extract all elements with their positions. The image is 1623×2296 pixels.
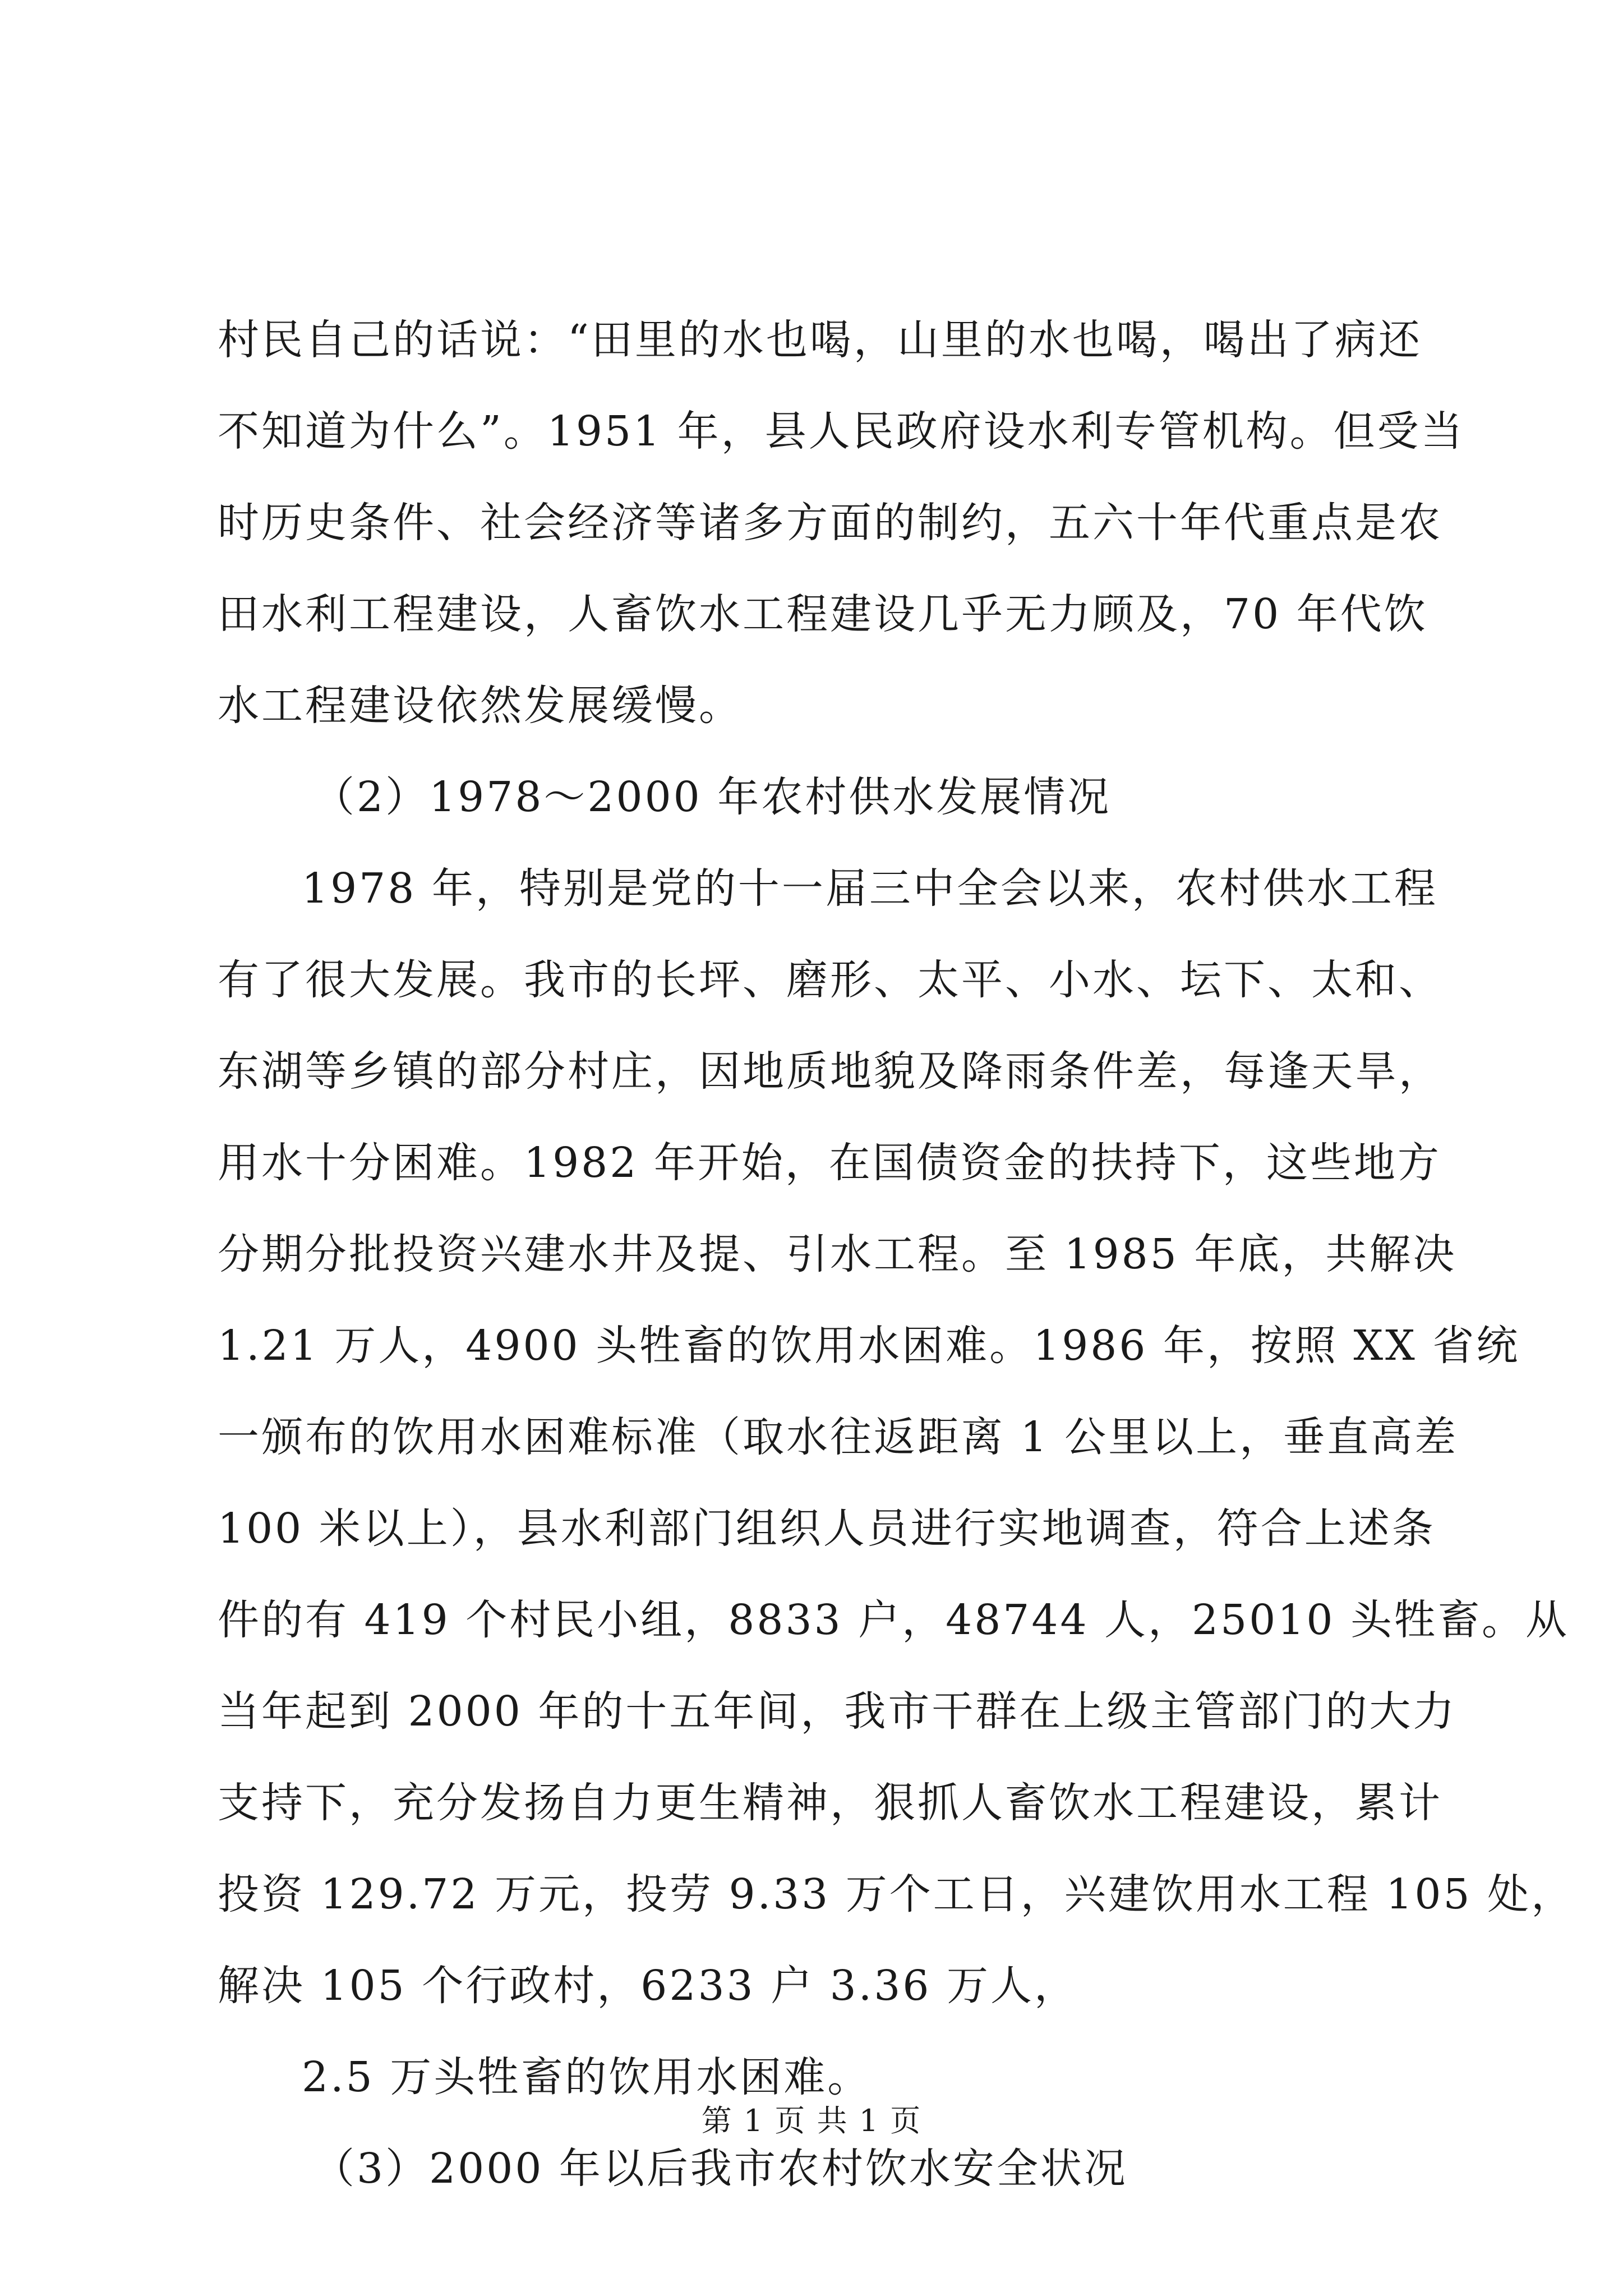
text-line: 田水利工程建设，人畜饮水工程建设几乎无力顾及，70 年代饮 <box>218 590 1428 638</box>
text-line: 件的有 419 个村民小组，8833 户，48744 人，25010 头牲畜。从 <box>218 1596 1569 1644</box>
text-line: 100 米以上），县水利部门组织人员进行实地调查，符合上述条 <box>218 1504 1436 1553</box>
text-line: 1.21 万人，4900 头牲畜的饮用水困难。1986 年，按照 XX 省统 <box>218 1322 1520 1370</box>
text-line: 水工程建设依然发展缓慢。 <box>218 682 743 730</box>
text-line: 用水十分困难。1982 年开始，在国债资金的扶持下，这些地方 <box>218 1139 1441 1187</box>
text-line: 东湖等乡镇的部分村庄，因地质地貌及降雨条件差，每逢天旱， <box>218 1047 1442 1096</box>
document-body <box>218 295 1575 2215</box>
section-heading-2: （2）1978～2000 年农村供水发展情况 <box>313 773 1112 821</box>
paragraph-1 <box>218 295 1465 752</box>
text-line: 支持下，充分发扬自力更生精神，狠抓人畜饮水工程建设，累计 <box>218 1779 1442 1827</box>
paragraph-2 <box>218 843 1575 2032</box>
section-heading-3: （3）2000 年以后我市农村饮水安全状况 <box>313 2145 1128 2193</box>
text-line: 1978 年，特别是党的十一届三中全会以来，农村供水工程 <box>302 864 1438 913</box>
text-line: 村民自己的话说：“田里的水也喝，山里的水也喝，喝出了病还 <box>218 316 1422 364</box>
text-line: 时历史条件、社会经济等诸多方面的制约，五六十年代重点是农 <box>218 499 1442 547</box>
text-line: 当年起到 2000 年的十五年间，我市干群在上级主管部门的大力 <box>218 1687 1457 1736</box>
text-line: 解决 105 个行政村，6233 户 3.36 万人， <box>218 1962 1078 2010</box>
text-line: 分期分批投资兴建水井及提、引水工程。至 1985 年底，共解决 <box>218 1230 1457 1278</box>
paragraph-3: 2.5 万头牲畜的饮用水困难。 <box>302 2053 872 2101</box>
text-line: 有了很大发展。我市的长坪、磨形、太平、小水、坛下、太和、 <box>218 956 1442 1004</box>
text-line: 一颁布的饮用水困难标准（取水往返距离 1 公里以上，垂直高差 <box>218 1413 1459 1461</box>
page-number-label: 第 1 页 共 1 页 <box>701 2103 922 2138</box>
page-footer <box>0 2101 1623 2141</box>
text-line: 不知道为什么”。1951 年，县人民政府设水利专管机构。但受当 <box>218 407 1465 455</box>
text-line: 投资 129.72 万元，投劳 9.33 万个工日，兴建饮用水工程 105 处， <box>218 1870 1575 1918</box>
